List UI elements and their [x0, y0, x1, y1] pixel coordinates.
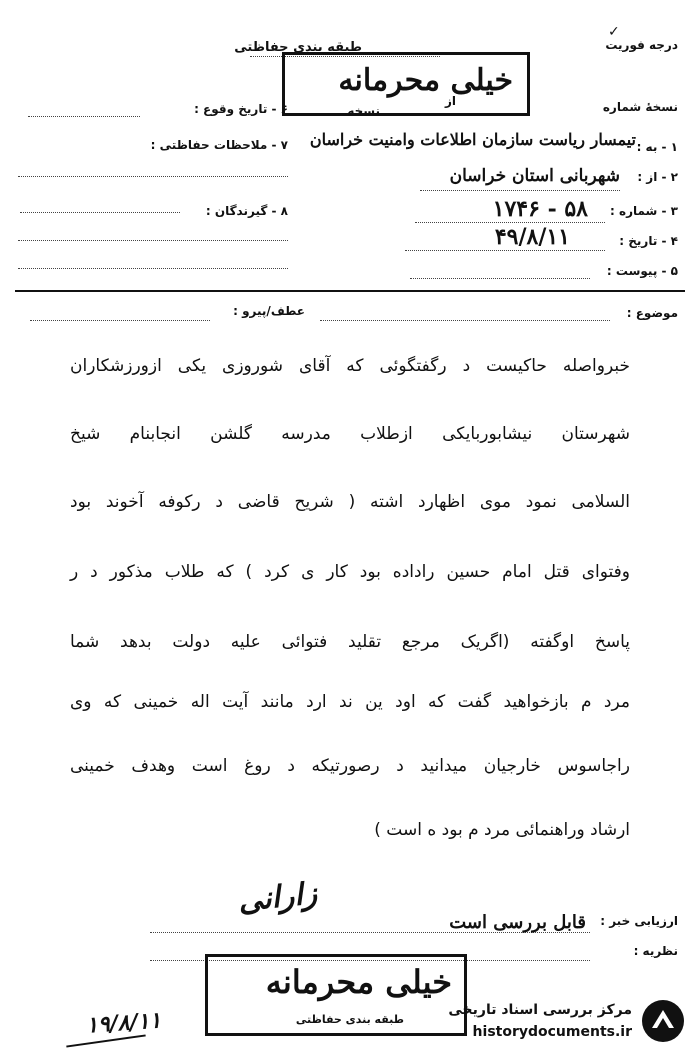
of-label: از [444, 94, 456, 108]
number-label: ۳ - شماره : [610, 204, 678, 218]
date-value: ۴۹/۸/۱۱ [494, 224, 570, 250]
recipients-label: ۸ - گیرندگان : [205, 204, 288, 218]
classification-label: طبقه بندی حفاظتی [234, 40, 362, 55]
copy-number-label: نسخهٔ شماره [602, 100, 678, 114]
watermark-url: historydocuments.ir [472, 1024, 632, 1040]
from-label: ۲ - از : [637, 170, 678, 184]
occurrence-date-label: ۶ - تاریخ وقوع : [194, 102, 288, 116]
reference-line [30, 320, 210, 321]
evaluation-label: ارزیابی خبر : [600, 914, 678, 928]
body-line-5: پاسخ اوگفته (اگریک مرجع تقلید فتوائی علیه دولت بدهد شما [70, 632, 630, 652]
subject-line [320, 320, 610, 321]
opinion-label: نظریه : [633, 944, 678, 958]
watermark-name: مرکز بررسی اسناد تاریخی [448, 1002, 632, 1018]
recipients-line-1 [20, 212, 180, 213]
from-value: شهربانی استان خراسان [449, 166, 620, 186]
recipients-line-3 [18, 268, 288, 269]
body-line-7: راجاسوس خارجیان میدانید د رصورتیکه د روغ است وهدف خمینی [70, 756, 630, 776]
date-line [405, 250, 605, 251]
to-value: تیمسار ریاست سازمان اطلاعات وامنیت خراسان [309, 130, 636, 149]
priority-label: درجه فوریت [605, 38, 678, 52]
attachment-label: ۵ - پیوست : [606, 264, 678, 278]
recipients-line-2 [18, 240, 288, 241]
protection-notes-label: ۷ - ملاحظات حفاظتی : [150, 138, 288, 152]
subject-label: موضوع : [626, 306, 678, 320]
date-label: ۴ - تاریخ : [619, 234, 678, 248]
to-label: ۱ - به : [636, 140, 678, 154]
bottom-stamp-subtext: طبقه بندی حفاظتی [295, 1013, 404, 1026]
top-stamp-text: خیلی محرمانه [338, 63, 513, 98]
body-line-3: السلامی نمود موی اظهارد اشته ( شریح قاضی د رکوفه آخوند بود [70, 492, 630, 512]
bottom-stamp-text: خیلی محرمانه [265, 963, 452, 1001]
copy-label: نسخه [347, 104, 380, 118]
body-line-4: وفتوای قتل امام حسین راداده بود کار ی کرد ) که طلاب مذکور د ر [70, 562, 630, 582]
check-mark: ✓ [608, 24, 620, 40]
number-value: ۵۸ - ۱۷۴۶ [492, 196, 588, 222]
handwritten-date: ۱۹/۸/۱۱ [85, 1007, 162, 1039]
signature: زارانی [236, 875, 319, 920]
archive-logo-icon [640, 998, 686, 1044]
occurrence-date-line [28, 116, 140, 117]
number-line [415, 222, 605, 223]
body-line-6: مرد م بازخواهید گفت که اود ین ند ارد مانند آیت اله خمینی که وی [70, 692, 630, 712]
reference-label: عطف/پیرو : [233, 304, 305, 318]
evaluation-value: قابل بررسی است [449, 912, 586, 933]
body-line-8: ارشاد وراهنمائی مرد م بود ه است ) [374, 820, 630, 840]
body-line-2: شهرستان نیشابوربایکی ازطلاب مدرسه گلشن انجابنام شیخ [70, 424, 630, 444]
bottom-classification-stamp [205, 954, 467, 1036]
top-classification-stamp [282, 52, 530, 116]
attachment-line [410, 278, 590, 279]
protection-notes-line-1 [18, 176, 288, 177]
header-separator [15, 290, 685, 292]
body-line-1: خبرواصله حاکیست د رگفتگوئی که آقای شوروزی یکی ازورزشکاران [70, 356, 630, 376]
from-line [420, 190, 620, 191]
